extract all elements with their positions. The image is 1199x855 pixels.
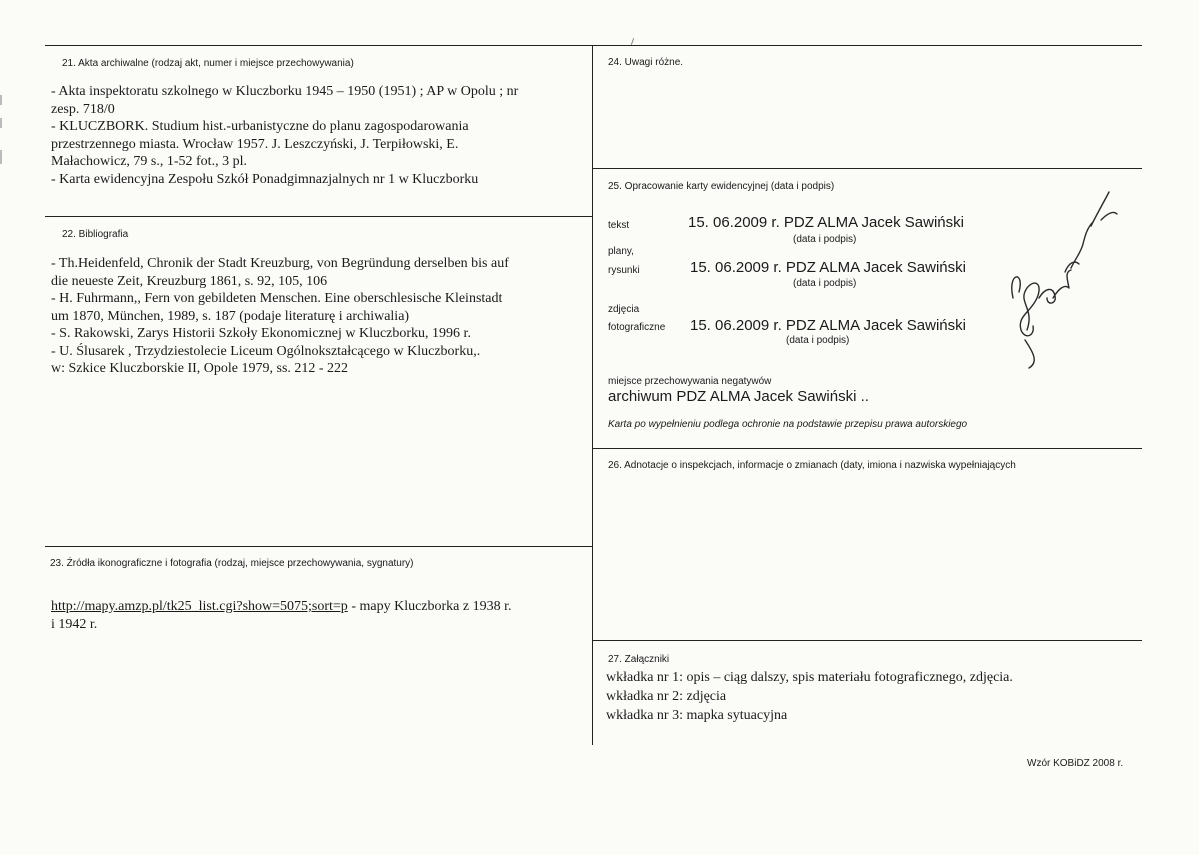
section-22-header: 22. Bibliografia	[62, 229, 129, 240]
divider-24-25	[592, 168, 1142, 169]
divider-22-23	[45, 546, 592, 547]
section-27-content	[606, 668, 1013, 725]
section-22-content	[51, 255, 509, 378]
divider-25-26	[592, 448, 1142, 449]
negatives-storage-label: miejsce przechowywania negatywów	[608, 376, 772, 387]
section-23-header: 23. Źródła ikonograficzne i fotografia (rodzaj, miejsce przechowywania, sygnatury)	[50, 558, 414, 569]
maps-link[interactable]: http://mapy.amzp.pl/tk25_list.cgi?show=5075;sort=p	[51, 599, 348, 614]
bibliography-line: - H. Fuhrmann,, Fern von gebildeten Menschen. Eine oberschlesische Kleinstadt	[51, 291, 503, 306]
section-23-content	[51, 598, 512, 633]
archive-line: - KLUCZBORK. Studium hist.-urbanistyczne do planu zagospodarowania	[51, 119, 469, 134]
bibliography-line: die neueste Zeit, Kreuzburg 1861, s. 92, 105, 106	[51, 273, 328, 289]
attachment-line: wkładka nr 2: zdjęcia	[606, 689, 727, 704]
archive-line: - Akta inspektoratu szkolnego w Kluczborku 1945 – 1950 (1951) ; AP w Opolu ; nr	[51, 84, 519, 99]
archive-line: - Karta ewidencyjna Zespołu Szkół Ponadgimnazjalnych nr 1 w Kluczborku	[51, 171, 479, 187]
maps-link-description: - mapy Kluczborka z 1938 r.	[347, 599, 512, 614]
bibliography-line: - U. Ślusarek , Trzydziestolecie Liceum Ogólnokształcącego w Kluczborku,.	[51, 343, 481, 359]
divider-26-27	[592, 640, 1142, 641]
bibliography-line: w: Szkice Kluczborskie II, Opole 1979, ss. 212 - 222	[51, 361, 349, 376]
attachment-line: wkładka nr 1: opis – ciąg dalszy, spis materiału fotograficznego, zdjęcia.	[606, 670, 1013, 685]
rysunki-label: rysunki	[608, 265, 640, 276]
negatives-storage-value: archiwum PDZ ALMA Jacek Sawiński ..	[608, 388, 869, 405]
rysunki-date-signature-caption: (data i podpis)	[793, 278, 857, 289]
scan-mark	[0, 150, 2, 164]
stray-mark	[631, 38, 634, 45]
bibliography-line: - S. Rakowski, Zarys Historii Szkoły Ekonomicznej w Kluczborku, 1996 r.	[51, 326, 471, 341]
archive-line: zesp. 718/0	[51, 101, 115, 117]
tekst-label: tekst	[608, 220, 630, 231]
tekst-date-signature-caption: (data i podpis)	[793, 234, 857, 245]
fotograficzne-label: fotograficzne	[608, 322, 666, 333]
handwritten-signature	[995, 180, 1125, 370]
section-27-header: 27. Załączniki	[608, 654, 670, 665]
fotograficzne-entry: 15. 06.2009 r. PDZ ALMA Jacek Sawiński	[690, 317, 966, 334]
attachment-line: wkładka nr 3: mapka sytuacyjna	[606, 708, 788, 723]
archive-line: przestrzennego miasta. Wrocław 1957. J. Leszczyński, J. Terpiłowski, E.	[51, 136, 459, 152]
plany-label: plany,	[608, 246, 634, 257]
bibliography-line: um 1870, München, 1989, s. 187 (podaje literaturę i archiwalia)	[51, 308, 410, 324]
scan-mark	[0, 118, 2, 128]
section-26-header: 26. Adnotacje o inspekcjach, informacje o zmianach (daty, imiona i nazwiska wypełniających	[608, 460, 1016, 471]
section-21-content	[51, 83, 518, 188]
section-25-header: 25. Opracowanie karty ewidencyjnej (data i podpis)	[608, 181, 835, 192]
tekst-entry: 15. 06.2009 r. PDZ ALMA Jacek Sawiński	[688, 214, 964, 231]
divider-21-22	[45, 216, 592, 217]
maps-line-2: i 1942 r.	[51, 616, 98, 632]
fotograficzne-date-signature-caption: (data i podpis)	[786, 335, 850, 346]
archive-line: Małachowicz, 79 s., 1-52 fot., 3 pl.	[51, 154, 247, 169]
rysunki-entry: 15. 06.2009 r. PDZ ALMA Jacek Sawiński	[690, 259, 966, 276]
section-24-header: 24. Uwagi różne.	[608, 57, 684, 68]
zdjecia-label: zdjęcia	[608, 304, 640, 315]
bibliography-line: - Th.Heidenfeld, Chronik der Stadt Kreuzburg, von Begründung derselben bis auf	[51, 256, 509, 271]
section-21-header: 21. Akta archiwalne (rodzaj akt, numer i miejsce przechowywania)	[62, 58, 354, 69]
form-template-footer: Wzór KOBiDZ 2008 r.	[1027, 758, 1124, 769]
top-border	[45, 45, 1142, 46]
scan-mark	[0, 95, 2, 105]
copyright-note: Karta po wypełnieniu podlega ochronie na podstawie przepisu prawa autorskiego	[608, 419, 968, 430]
